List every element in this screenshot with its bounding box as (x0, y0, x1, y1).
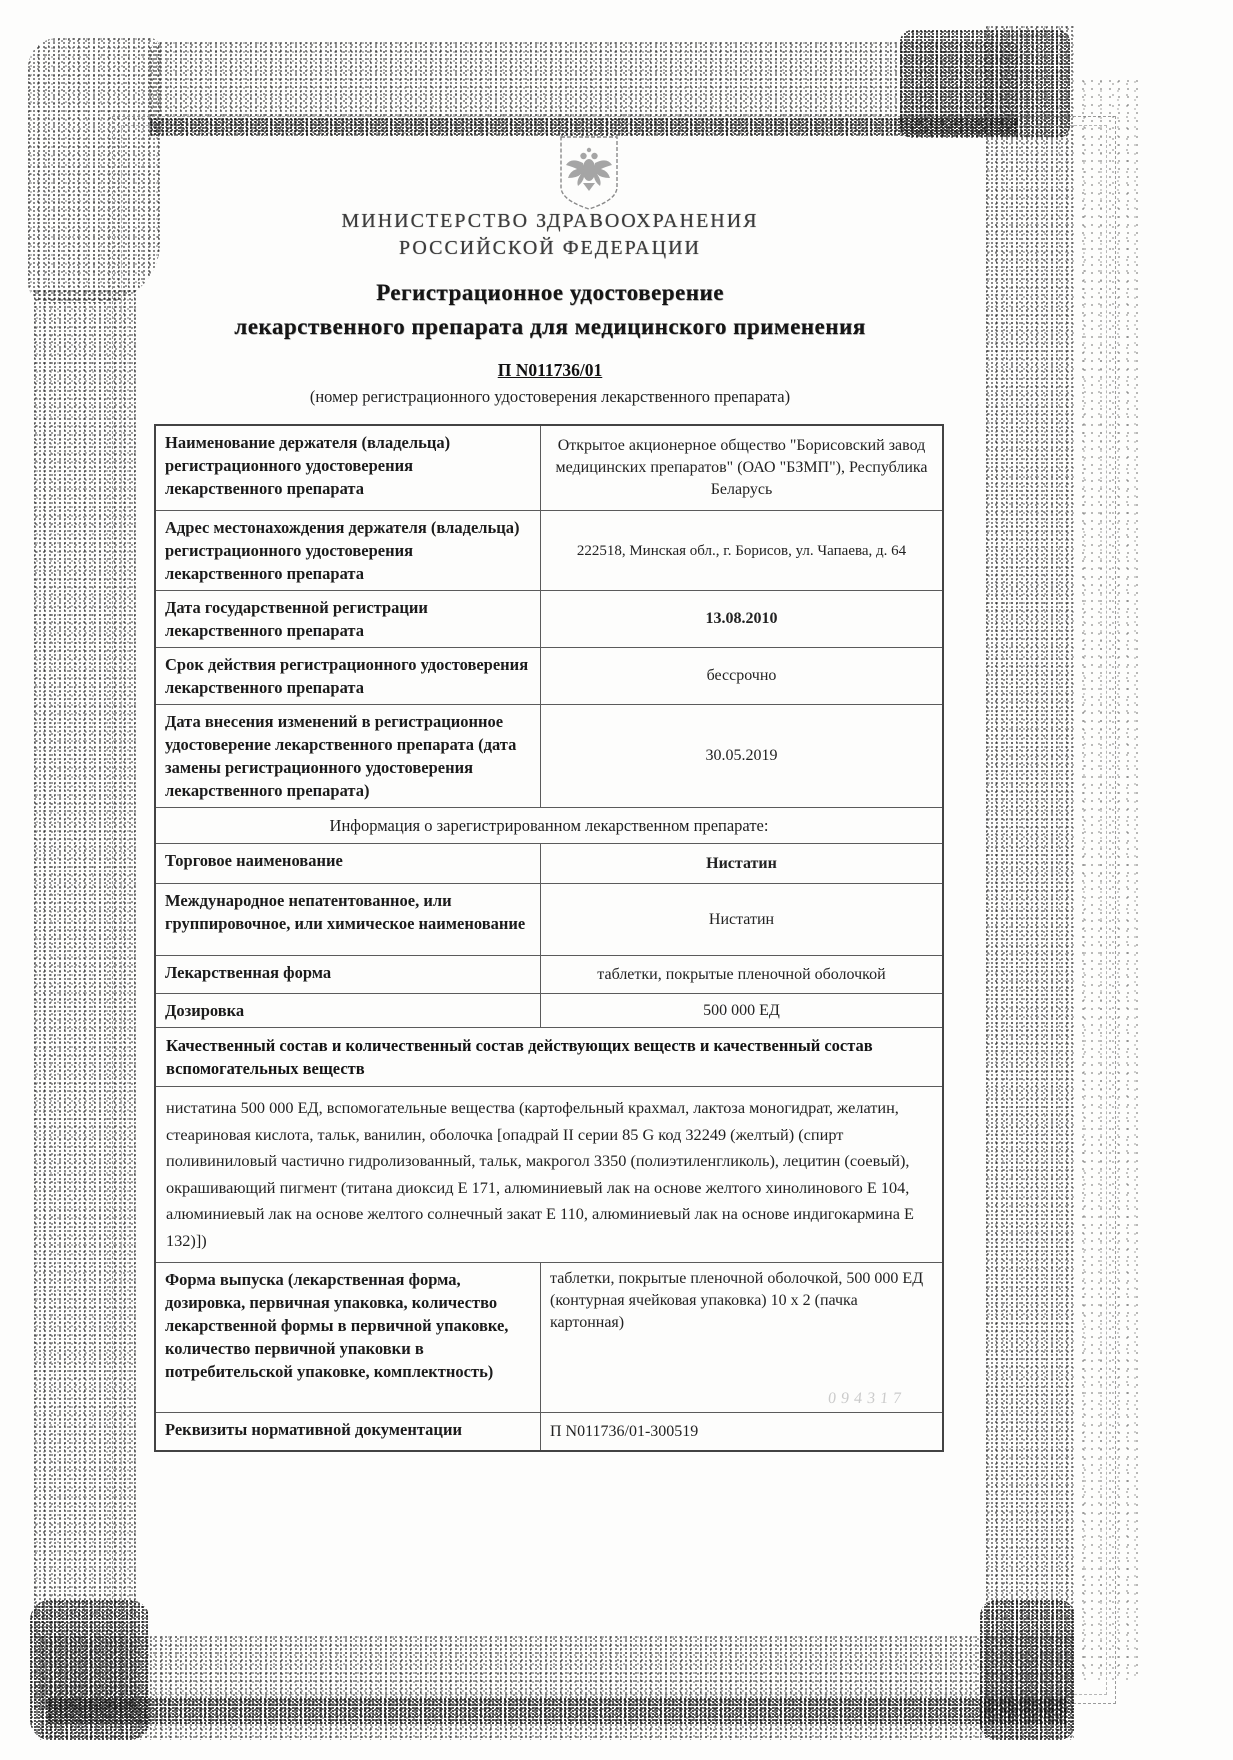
row-value: П N011736/01-300519 (550, 1422, 699, 1440)
row-label: Реквизиты нормативной документации (156, 1413, 541, 1450)
scan-border-right-marks (1082, 80, 1138, 1680)
row-label: Адрес местонахождения держателя (владельца) регистрационного удостоверения лекарственного препарата (156, 511, 541, 590)
table-row (156, 510, 942, 590)
table-row (156, 955, 942, 993)
table-row (156, 843, 942, 883)
row-label: Дата внесения изменений в регистрационное удостоверение лекарственного препарата (дата замены регистрационного удостоверения лекарственного препарата) (156, 705, 541, 807)
row-label: Лекарственная форма (156, 956, 541, 993)
registration-details-table (154, 424, 944, 1452)
row-value: 13.08.2010 (705, 610, 778, 627)
row-value: Нистатин (708, 910, 775, 928)
row-value: Открытое акционерное общество "Борисовский завод медицинских препаратов" (ОАО "БЗМП"), Республика Беларусь (555, 437, 928, 498)
table-row (156, 993, 942, 1027)
row-label: Наименование держателя (владельца) регистрационного удостоверения лекарственного препарата (156, 426, 541, 510)
scan-border-corner-top-left (28, 38, 160, 303)
serial-stamp-number: 094317 (827, 1390, 907, 1407)
table-row (156, 1086, 942, 1262)
row-label: Дата государственной регистрации лекарственного препарата (156, 591, 541, 647)
row-value: бессрочно (706, 667, 777, 684)
row-value: 500 000 ЕД (703, 1001, 780, 1019)
ministry-line-1: МИНИСТЕРСТВО ЗДРАВООХРАНЕНИЯ (341, 210, 759, 232)
row-label: Торговое наименование (156, 844, 541, 883)
row-value: таблетки, покрытые пленочной оболочкой (597, 965, 886, 983)
composition-paragraph: нистатина 500 000 ЕД, вспомогательные вещества (картофельный крахмал, лактоза моногидрат, желатин, стеариновая кислота, тальк, ванилин, оболочка [опадрай II серии 85 G код 32249 (желтый) (спирт поливиниловый частично гидролизованный, тальк, макрогол 3350 (полиэтиленгликоль), лецитин (соевый), окрашивающий пигмент (титана диоксид Е 171, алюминиевый лак на основе желтого хинолинового Е 104, алюминиевый лак на основе желтого солнечный закат Е 110, алюминиевый лак на основе индигокармина Е 132)]) (166, 1098, 914, 1250)
document-title-line-2: лекарственного препарата для медицинского применения (234, 314, 866, 339)
scan-border-bottom-rule (48, 1698, 1068, 1724)
row-label: Срок действия регистрационного удостоверения лекарственного препарата (156, 648, 541, 704)
scan-border-left (34, 290, 136, 1710)
row-value: Нистатин (706, 854, 777, 872)
table-row (156, 1027, 942, 1086)
document-title (130, 276, 970, 344)
registration-number: П N011736/01 (497, 360, 603, 380)
table-row (156, 590, 942, 647)
row-value: 222518, Минская обл., г. Борисов, ул. Чапаева, д. 64 (576, 542, 907, 559)
table-row (156, 704, 942, 807)
ministry-line-2: РОССИЙСКОЙ ФЕДЕРАЦИИ (399, 237, 701, 259)
table-row (156, 807, 942, 843)
table-section-header: Информация о зарегистрированном лекарственном препарате: (329, 816, 769, 835)
scan-border-right (986, 26, 1074, 1714)
registration-number-caption: (номер регистрационного удостоверения лекарственного препарата) (309, 387, 791, 406)
ministry-heading (205, 208, 895, 262)
russian-federation-coat-of-arms-icon (552, 134, 626, 214)
row-value: 30.05.2019 (705, 747, 778, 764)
document-title-line-1: Регистрационное удостоверение (376, 280, 724, 305)
row-label: Дозировка (156, 994, 541, 1027)
table-row (156, 883, 942, 955)
scan-border-corner-bottom-right (980, 1600, 1075, 1740)
row-label: Форма выпуска (лекарственная форма, дозировка, первичная упаковка, количество лекарственной формы в первичной упаковке, количество первичной упаковки в потребительской упаковке, комплектность) (156, 1263, 541, 1412)
table-section-header: Качественный состав и количественный состав действующих веществ и качественный состав вспомогательных веществ (166, 1036, 873, 1078)
row-label: Международное непатентованное, или группировочное, или химическое наименование (156, 884, 541, 955)
scan-border-bottom (40, 1636, 1074, 1740)
table-row (156, 647, 942, 704)
table-row (156, 1412, 942, 1450)
table-row (156, 1262, 942, 1412)
table-row (156, 426, 942, 510)
scan-border-corner-bottom-left (30, 1600, 150, 1740)
row-value: таблетки, покрытые пленочной оболочкой, 500 000 ЕД (контурная ячейковая упаковка) 10 х 2 (пачка картонная) (550, 1270, 924, 1331)
